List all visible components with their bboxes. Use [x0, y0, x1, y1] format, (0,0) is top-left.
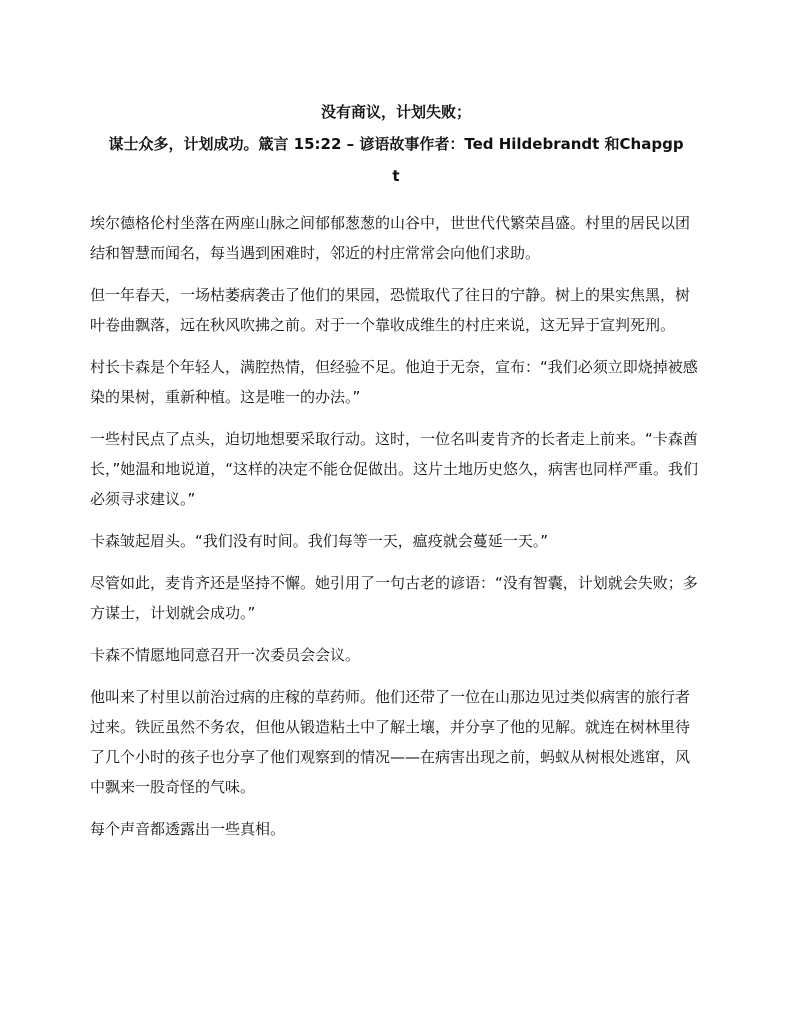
title-line-1: 没有商议，计划失败；: [320, 103, 471, 121]
paragraph-6: 尽管如此，麦肯齐还是坚持不懈。她引用了一句古老的谚语：“没有智囊，计划就会失败；多方谋士，计划就会成功。”: [90, 574, 698, 622]
paragraph-4: 一些村民点了点头，迫切地想要采取行动。这时，一位名叫麦肯齐的长者走上前来。“卡森酋长，”她温和地说道，“这样的决定不能仓促做出。这片土地历史悠久，病害也同样严重。我们必须寻求建议。”: [90, 430, 699, 508]
paragraph-9: 每个声音都透露出一些真相。: [90, 820, 286, 838]
paragraph-3: 村长卡森是个年轻人，满腔热情，但经验不足。他迫于无奈，宣布：“我们必须立即烧掉被感染的果树，重新种植。这是唯一的办法。”: [90, 358, 698, 406]
paragraph-5: 卡森皱起眉头。“我们没有时间。我们每等一天，瘟疫就会蔓延一天。”: [90, 532, 549, 550]
paragraph-2: 但一年春天，一场枯萎病袭击了他们的果园，恐慌取代了往日的宁静。树上的果实焦黑，树叶卷曲飘落，远在秋风吹拂之前。对于一个靠收成维生的村庄来说，这无异于宣判死刑。: [90, 286, 691, 334]
paragraph-1: 埃尔德格伦村坐落在两座山脉之间郁郁葱葱的山谷中，世世代代繁荣昌盛。村里的居民以团结和智慧而闻名，每当遇到困难时，邻近的村庄常常会向他们求助。: [90, 214, 691, 262]
title-block: [80, 96, 712, 192]
title-line-3: t: [392, 167, 400, 185]
story-body: [90, 208, 702, 856]
paragraph-7: 卡森不情愿地同意召开一次委员会会议。: [90, 646, 361, 664]
title-line-2: 谋士众多，计划成功。箴言 15:22 – 谚语故事作者：Ted Hildebrandt 和Chapgp: [108, 135, 684, 153]
paragraph-8: 他叫来了村里以前治过病的庄稼的草药师。他们还带了一位在山那边见过类似病害的旅行者过来。铁匠虽然不务农，但他从锻造粘土中了解土壤，并分享了他的见解。就连在树林里待了几个小时的孩子也分享了他们观察到的情况——在病害出现之前，蚂蚁从树根处逃窜，风中飘来一股奇怪的气味。: [90, 688, 691, 796]
